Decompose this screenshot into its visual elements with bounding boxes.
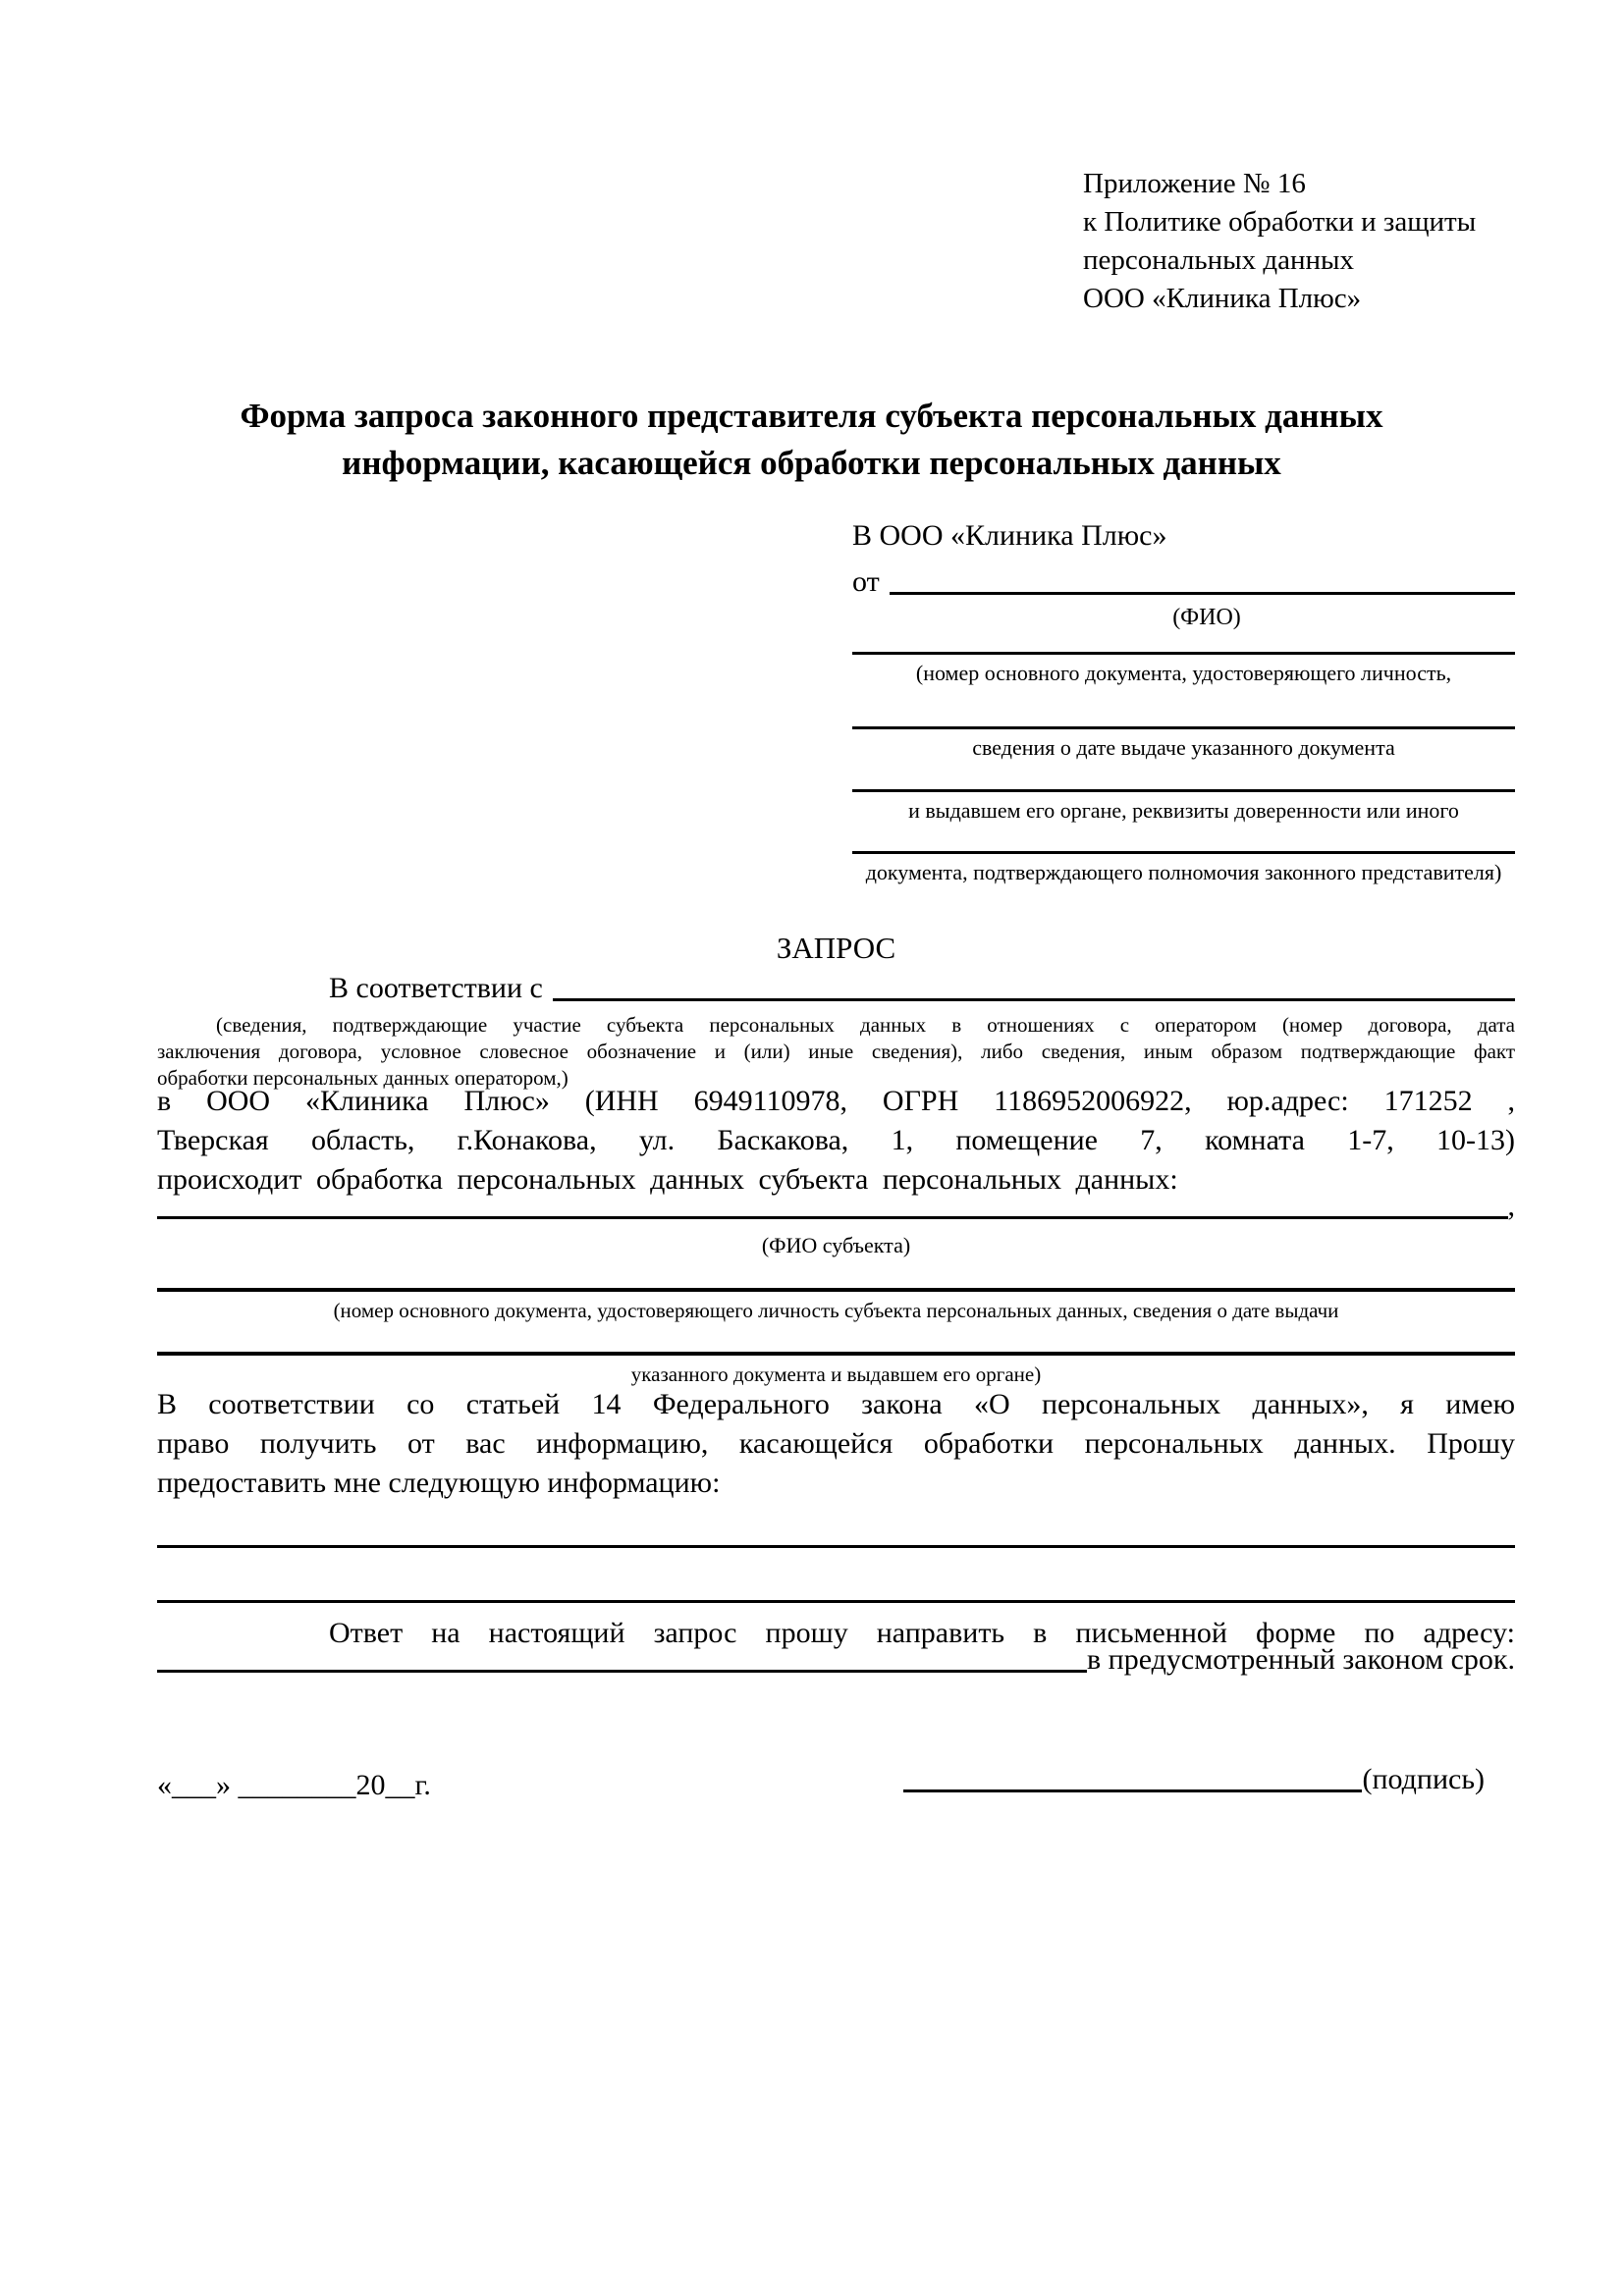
relationship-caption (157, 1012, 1515, 1092)
operator-paragraph-line-2: Тверская область, г.Конакова, ул. Баскакова, 1, помещение 7, комната 1-7, 10-13) (157, 1124, 1515, 1156)
representative-doc-caption-1: (номер основного документа, удостоверяющего личность, (915, 661, 1452, 685)
request-heading: ЗАПРОС (776, 931, 896, 965)
law-paragraph-line-3: предоставить мне следующую информацию: (157, 1467, 721, 1499)
subject-doc-blank-line-2 (157, 1352, 1515, 1356)
relationship-caption-line-3: обработки персональных данных оператором,) (157, 1066, 568, 1090)
signature-blank-line (903, 1789, 1362, 1792)
compliance-blank-line (553, 998, 1515, 1001)
document-title-line-1: Форма запроса законного представителя субъекта персональных данных (240, 397, 1383, 435)
reply-address-blank-line (157, 1670, 1087, 1673)
reply-paragraph: Ответ на настоящий запрос прошу направить в письменной форме по адресу: (329, 1617, 1515, 1649)
representative-doc-blank-line-1 (852, 652, 1515, 655)
law-paragraph-line-2: право получить от вас информацию, касающейся обработки персональных данных. Прошу (157, 1427, 1515, 1460)
subject-doc-blank-line-1 (157, 1288, 1515, 1292)
document-title-line-2: информации, касающейся обработки персональных данных (342, 444, 1281, 482)
representative-doc-caption-3: и выдавшем его органе, реквизиты доверенности или иного (908, 798, 1459, 823)
subject-fio-caption: (ФИО субъекта) (761, 1233, 911, 1257)
info-blank-line-1 (157, 1545, 1515, 1548)
fio-caption: (ФИО) (1172, 605, 1241, 630)
subject-doc-caption-1: (номер основного документа, удостоверяющего личность субъекта персональных данных, сведения о дате выдачи (333, 1299, 1339, 1322)
subject-doc-caption-2: указанного документа и выдавшем его органе) (630, 1362, 1042, 1386)
date-line: «___» ________20__г. (157, 1769, 431, 1801)
header-note (1083, 165, 1525, 318)
representative-doc-caption-4: документа, подтверждающего полномочия законного представителя) (865, 860, 1502, 884)
addressee-organization: В ООО «Клиника Плюс» (852, 519, 1167, 552)
operator-paragraph-line-1: в ООО «Клиника Плюс» (ИНН 6949110978, ОГРН 1186952006922, юр.адрес: 171252 , (157, 1085, 1515, 1117)
compliance-row (157, 970, 1515, 1007)
from-blank-line (890, 592, 1515, 595)
operator-paragraph-line-3: происходит обработка персональных данных субъекта персональных данных: (157, 1163, 1178, 1196)
subject-fio-blank-line (157, 1216, 1508, 1219)
subject-fio-row (157, 1192, 1515, 1225)
law-paragraph-line-1: В соответствии со статьей 14 Федерального закона «О персональных данных», я имею (157, 1388, 1515, 1420)
header-note-line-1: Приложение № 16 (1083, 168, 1306, 199)
document-title (133, 393, 1490, 487)
representative-doc-blank-line-3 (852, 789, 1515, 792)
compliance-label: В соответствии с (329, 972, 543, 1004)
relationship-caption-line-2: заключения договора, условное словесное обозначение и (или) иные сведения), либо сведения, иным образом подтверждающие факт (157, 1040, 1515, 1063)
reply-tail: в предусмотренный законом срок. (1087, 1643, 1515, 1676)
relationship-caption-line-1: (сведения, подтверждающие участие субъекта персональных данных в отношениях с оператором (номер договора, дата (216, 1013, 1515, 1037)
header-note-line-4: ООО «Клиника Плюс» (1083, 283, 1362, 314)
law-paragraph (157, 1385, 1515, 1503)
from-label: от (852, 565, 880, 598)
from-row (852, 561, 1515, 601)
header-note-line-2: к Политике обработки и защиты (1083, 206, 1477, 238)
operator-paragraph (157, 1082, 1515, 1200)
representative-doc-blank-line-2 (852, 726, 1515, 729)
header-note-line-3: персональных данных (1083, 244, 1355, 276)
subject-fio-comma: , (1507, 1190, 1515, 1222)
reply-address-row (157, 1645, 1515, 1679)
signature-caption: (подпись) (1362, 1763, 1485, 1795)
info-blank-line-2 (157, 1600, 1515, 1603)
representative-doc-blank-line-4 (852, 851, 1515, 854)
representative-doc-caption-2: сведения о дате выдаче указанного документа (972, 735, 1395, 760)
signature-row (903, 1765, 1485, 1798)
